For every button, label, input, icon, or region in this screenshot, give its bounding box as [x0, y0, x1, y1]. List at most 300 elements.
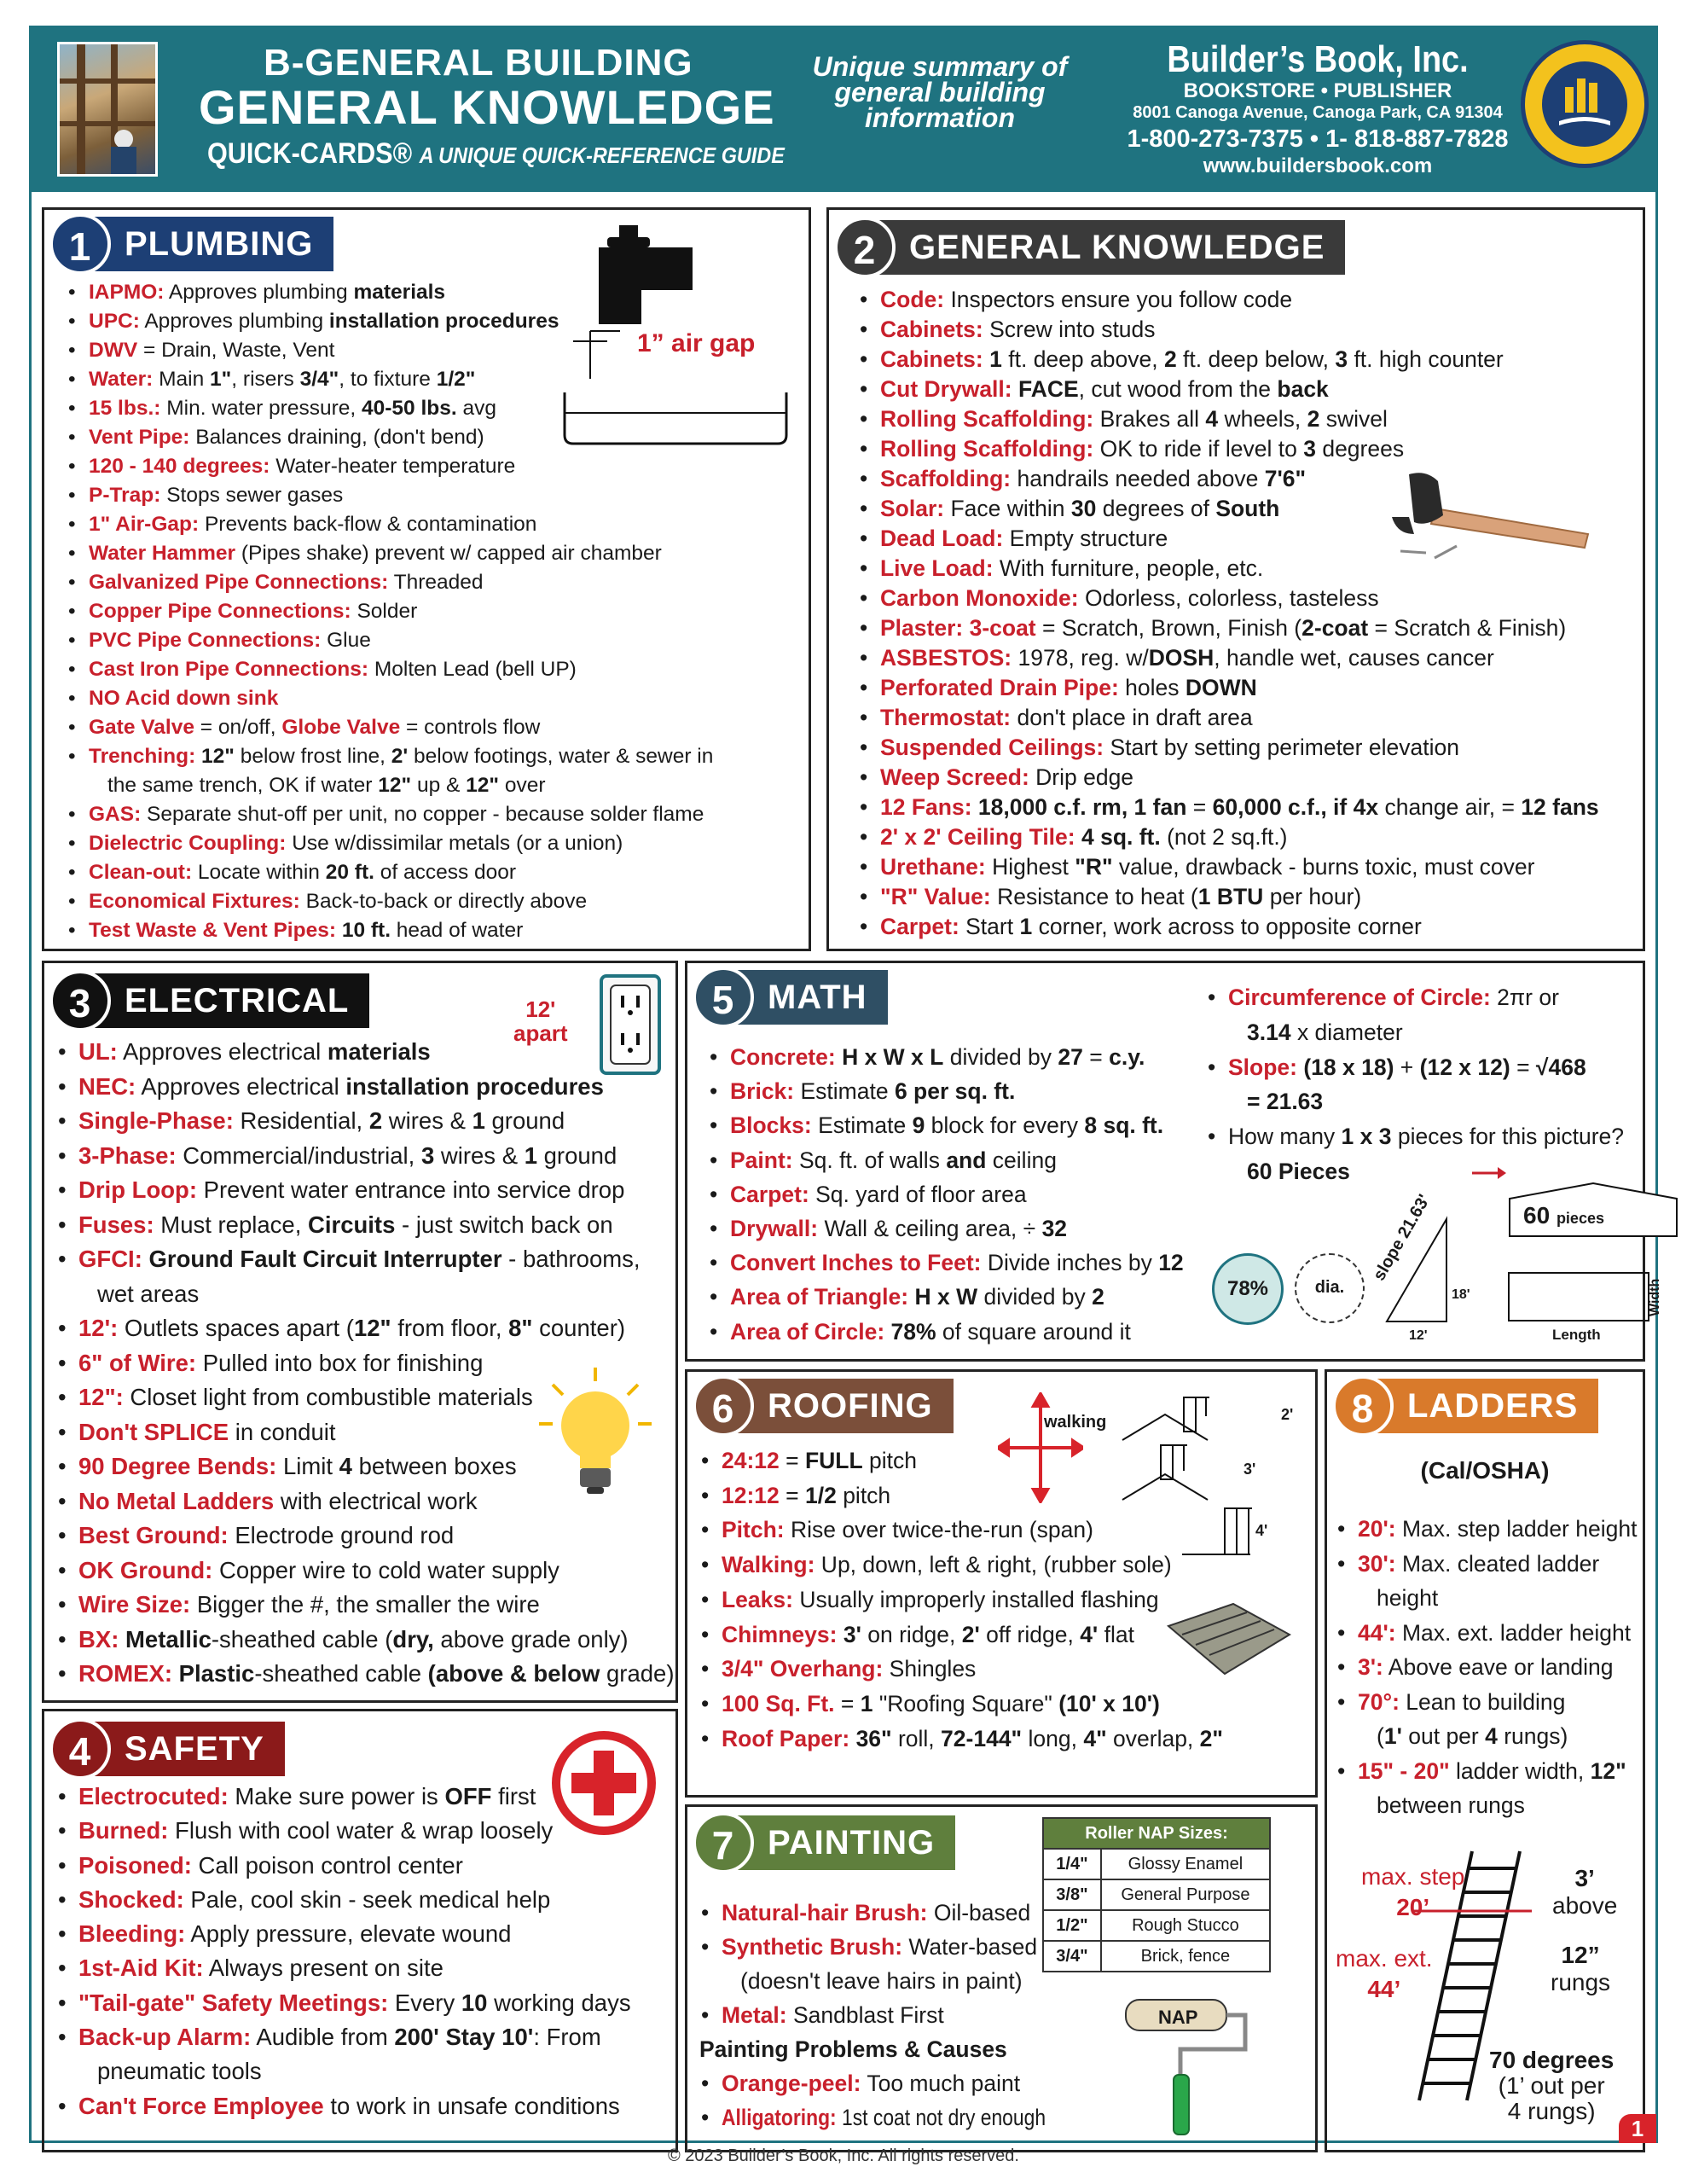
- list-item: [858, 345, 1599, 375]
- pitch-label-2: 2': [1281, 1406, 1294, 1423]
- text-run: GFCI:: [78, 1246, 142, 1272]
- text-run: Clean-out:: [89, 861, 193, 884]
- section-number: 6: [693, 1375, 754, 1437]
- text-run: Locate within: [192, 861, 326, 884]
- text-run: Trenching:: [89, 745, 196, 768]
- text-run: avg: [456, 397, 496, 420]
- text-run: Suspended Ceilings:: [880, 735, 1104, 760]
- text-run: Don't SPLICE: [78, 1418, 229, 1445]
- list-item-text: [78, 1346, 483, 1381]
- list-item: [56, 2089, 631, 2123]
- list-item-text: [722, 1652, 976, 1687]
- list-item: [1336, 1547, 1637, 1582]
- text-run: Solar:: [880, 496, 945, 521]
- text-run: block for every: [925, 1112, 1085, 1139]
- text-run: 18,000 c.f. rm, 1 fan: [977, 794, 1187, 820]
- text-run: long,: [1022, 1725, 1084, 1751]
- text-run: Economical Fixtures:: [89, 890, 300, 913]
- list-item: [56, 1519, 675, 1554]
- text-run: OFF: [444, 1783, 492, 1809]
- text-run: flat: [1098, 1621, 1134, 1647]
- text-run: Fuses:: [78, 1211, 154, 1238]
- section-title: ELECTRICAL: [92, 973, 369, 1028]
- text-run: Commercial/industrial,: [176, 1141, 421, 1169]
- text-run: Start: [959, 914, 1020, 939]
- list-item: [56, 1780, 631, 1814]
- list-item: [56, 1104, 675, 1139]
- list-item-text: [880, 822, 1288, 852]
- publisher-name: Builder’s Book, Inc.: [1167, 38, 1469, 80]
- header-banner: [32, 28, 1655, 192]
- list-item: [56, 1588, 675, 1623]
- nap-roller-label: NAP: [1158, 2007, 1198, 2028]
- text-run: between boxes: [351, 1453, 517, 1479]
- list-item: [699, 2032, 1097, 2066]
- text-run: =: [779, 1448, 805, 1473]
- list-item: [56, 1849, 631, 1883]
- list-item-text: [107, 771, 546, 800]
- list-item: [1206, 1050, 1624, 1085]
- text-run: 2πr or: [1490, 985, 1559, 1010]
- list-item: [858, 763, 1599, 793]
- nap-use: General Purpose: [1101, 1879, 1270, 1910]
- list-item-text: [730, 1315, 1131, 1349]
- list-item: [858, 375, 1599, 404]
- text-run: Can't Force Employee: [78, 2092, 324, 2119]
- list-item-text: [722, 2066, 1020, 2100]
- text-run: -sheathed cable: [254, 1660, 428, 1687]
- list-item-text: [78, 1070, 604, 1105]
- text-run: 1: [472, 1107, 485, 1134]
- text-run: Approves plumbing: [139, 310, 329, 333]
- text-run: Area of Triangle:: [730, 1284, 909, 1310]
- list-item-text: [880, 703, 1253, 733]
- text-run: Closet light from combustible materials: [123, 1384, 533, 1410]
- rungs-value: 12”: [1561, 1942, 1600, 1968]
- text-run: 9: [912, 1112, 925, 1139]
- text-run: Make sure power is: [228, 1783, 445, 1809]
- text-run: ASBESTOS:: [880, 645, 1012, 671]
- list-item-text: [880, 404, 1388, 434]
- text-run: H x W: [914, 1284, 978, 1310]
- text-run: Vent Pipe:: [89, 426, 190, 449]
- text-run: Metal:: [722, 2002, 787, 2028]
- list-item-text: [699, 2032, 1007, 2066]
- text-run: +: [1394, 1054, 1420, 1080]
- text-run: [172, 1660, 179, 1687]
- list-item-text: [78, 1814, 553, 1848]
- text-run: Globe Valve: [281, 716, 401, 739]
- list-item-text: [78, 1449, 517, 1484]
- list-item: [67, 568, 713, 597]
- list-item-text: [1247, 1015, 1403, 1050]
- text-run: Sq. ft. of walls: [792, 1147, 947, 1173]
- list-item-text: [1358, 1616, 1631, 1651]
- list-item-text: [722, 1513, 1093, 1548]
- text-run: 120 - 140 degrees:: [89, 455, 270, 478]
- text-run: 12": [378, 774, 412, 797]
- list-item: [1336, 1512, 1637, 1547]
- text-run: Cast Iron Pipe Connections:: [89, 658, 369, 681]
- list-item-text: [722, 1618, 1134, 1653]
- text-run: OK to ride if level to: [1093, 436, 1304, 462]
- text-run: [836, 1044, 842, 1070]
- text-run: 20':: [1358, 1516, 1396, 1542]
- text-run: degrees: [1315, 436, 1405, 462]
- text-run: Wall & ceiling area, ÷: [818, 1216, 1042, 1242]
- text-run: Drip edge: [1029, 764, 1134, 790]
- text-run: Min. water pressure,: [160, 397, 362, 420]
- list-item-text: [1228, 980, 1559, 1015]
- list-item-text: [1358, 1685, 1565, 1720]
- list-item-text: [1358, 1650, 1614, 1685]
- text-run: installation procedures: [328, 310, 559, 333]
- text-run: ROMEX:: [78, 1660, 172, 1687]
- text-run: Start by setting perimeter elevation: [1104, 735, 1459, 760]
- text-run: Max. step ladder height: [1395, 1516, 1638, 1542]
- text-run: 3-Phase:: [78, 1141, 177, 1169]
- text-run: 36": [855, 1725, 892, 1751]
- section-title: PLUMBING: [92, 217, 333, 271]
- ladders-section: [1325, 1369, 1645, 2152]
- list-item-text: [89, 452, 515, 481]
- text-run: , to fixture: [339, 368, 437, 391]
- text-run: back: [1277, 376, 1329, 402]
- construction-photo: [57, 42, 158, 177]
- nap-use: Rough Stucco: [1101, 1910, 1270, 1941]
- summary-line: general building: [834, 77, 1046, 107]
- text-run: 3/4": [299, 368, 339, 391]
- text-run: Sandblast First: [786, 2002, 944, 2028]
- text-run: 60 Pieces: [1247, 1158, 1350, 1184]
- text-run: Separate shut-off per unit, no copper - because solder flame: [141, 803, 704, 826]
- list-item: [708, 1143, 1184, 1177]
- list-item: [67, 452, 713, 481]
- nap-table-title: Roller NAP Sizes:: [1043, 1818, 1270, 1849]
- list-item: [1206, 1015, 1624, 1050]
- section-title: PAINTING: [735, 1815, 955, 1870]
- text-run: [142, 1246, 149, 1272]
- text-run: Apply pressure, elevate wound: [185, 1920, 512, 1948]
- text-run: = 21.63: [1247, 1089, 1324, 1115]
- list-item-text: [89, 307, 559, 336]
- list-item-text: [1247, 1084, 1323, 1119]
- section-number: 8: [1332, 1375, 1394, 1437]
- text-run: 4: [339, 1453, 352, 1479]
- list-item-text: [880, 733, 1459, 763]
- general-knowledge-section: [826, 207, 1645, 951]
- painting-section: [685, 1804, 1318, 2152]
- list-item-text: [722, 1998, 944, 2032]
- text-run: (Pipes shake) prevent w/ capped air chamber: [235, 542, 662, 565]
- list-item: [858, 643, 1599, 673]
- text-run: 4: [1485, 1723, 1498, 1749]
- list-item: [708, 1108, 1184, 1142]
- text-run: PVC Pipe Connections:: [89, 629, 322, 652]
- text-run: 78%: [890, 1318, 936, 1345]
- text-run: =: [779, 1482, 805, 1508]
- text-run: Every: [388, 1989, 461, 2016]
- roofing-list: [699, 1443, 1223, 1756]
- text-run: [837, 1622, 843, 1647]
- summary-line: information: [865, 102, 1015, 133]
- text-run: 72-144": [941, 1725, 1023, 1751]
- publisher-website[interactable]: www.buildersbook.com: [1203, 154, 1433, 177]
- nap-size: 3/4": [1043, 1941, 1101, 1972]
- list-item: [56, 2054, 631, 2088]
- text-run: roll,: [891, 1725, 942, 1751]
- text-run: Convert Inches to Feet:: [730, 1250, 982, 1276]
- text-run: 3':: [1358, 1654, 1383, 1680]
- list-item-text: [78, 1484, 478, 1519]
- pieces-label: [1523, 1202, 1604, 1229]
- text-run: - bathrooms,: [501, 1246, 641, 1272]
- text-run: Bleeding:: [78, 1920, 186, 1948]
- text-run: from floor,: [391, 1315, 509, 1341]
- text-run: BX:: [78, 1625, 119, 1653]
- text-run: 3/4" Overhang:: [722, 1656, 884, 1682]
- section-number: 2: [834, 217, 896, 278]
- text-run: "Tail-gate" Safety Meetings:: [78, 1989, 389, 2016]
- math-list: [708, 1040, 1184, 1349]
- text-run: = on/off,: [194, 716, 282, 739]
- text-run: 70°:: [1358, 1688, 1400, 1715]
- list-item-text: [880, 464, 1306, 494]
- list-item-text: [1377, 1788, 1525, 1823]
- list-item-text: [89, 539, 662, 568]
- text-run: 8": [508, 1315, 533, 1341]
- text-run: 44':: [1358, 1619, 1396, 1646]
- ladders-subtitle: (Cal/OSHA): [1420, 1457, 1550, 1484]
- text-run: = controls flow: [400, 716, 541, 739]
- text-run: 90 Degree Bends:: [78, 1453, 277, 1479]
- text-run: Perforated Drain Pipe:: [880, 675, 1119, 700]
- list-item-text: [97, 2054, 262, 2088]
- list-item-text: [1247, 1154, 1350, 1189]
- list-item: [56, 1311, 675, 1346]
- text-run: Drywall:: [730, 1216, 819, 1242]
- text-run: 6" of Wire:: [78, 1349, 197, 1376]
- list-item: [1336, 1581, 1637, 1616]
- text-run: ft. deep above,: [1001, 346, 1164, 372]
- list-item: [699, 2066, 1097, 2100]
- text-run: wires &: [434, 1141, 525, 1169]
- list-item-text: [78, 1657, 675, 1692]
- text-run: = Drain, Waste, Vent: [137, 339, 335, 362]
- list-item: [858, 404, 1599, 434]
- text-run: Electrode ground rod: [228, 1522, 455, 1548]
- text-run: [336, 919, 342, 942]
- text-run: Max. cleated ladder: [1395, 1550, 1600, 1577]
- list-item-text: [78, 1139, 617, 1174]
- text-run: 30':: [1358, 1550, 1396, 1577]
- text-run: Estimate: [794, 1078, 895, 1105]
- text-run: Dead Load:: [880, 526, 1004, 551]
- text-run: 1/2: [804, 1482, 837, 1508]
- list-item: [858, 793, 1599, 822]
- text-run: 3': [843, 1621, 861, 1647]
- list-item-text: [730, 1211, 1067, 1246]
- text-run: No Metal Ladders: [78, 1487, 275, 1514]
- text-run: 1": [210, 368, 232, 391]
- text-run: - just switch back on: [395, 1211, 613, 1238]
- list-item-text: [1377, 1581, 1438, 1616]
- ladders-list: [1336, 1512, 1637, 1823]
- text-run: Water-heater temperature: [270, 455, 516, 478]
- list-item-text: [89, 394, 496, 423]
- list-item-text: [89, 510, 536, 539]
- list-item: [708, 1177, 1184, 1211]
- text-run: 4: [1205, 406, 1219, 432]
- list-item: [858, 673, 1599, 703]
- text-run: (18 x 18): [1303, 1054, 1394, 1080]
- list-item: [858, 882, 1599, 912]
- text-run: Above eave or landing: [1383, 1654, 1614, 1680]
- text-run: Water-based: [902, 1934, 1038, 1960]
- text-run: swivel: [1319, 406, 1388, 432]
- plumbing-section: [42, 207, 811, 951]
- text-run: 12":: [78, 1384, 124, 1410]
- text-run: above grade only): [433, 1625, 629, 1653]
- text-run: -sheathed cable (: [211, 1625, 393, 1653]
- list-item: [56, 1986, 631, 2020]
- text-run: value, drawback - burns toxic, must cover: [1112, 854, 1535, 880]
- text-run: Divide inches by: [981, 1250, 1159, 1276]
- text-run: wet areas: [97, 1280, 200, 1307]
- text-run: Use w/dissimilar metals (or a union): [286, 832, 623, 855]
- text-run: Limit: [276, 1453, 339, 1479]
- list-item-text: [880, 852, 1534, 882]
- list-item-text: [89, 626, 371, 655]
- list-item-text: [78, 2020, 601, 2054]
- text-run: Always present on site: [203, 1955, 443, 1982]
- list-item: [56, 1277, 675, 1312]
- list-item-text: [880, 434, 1404, 464]
- summary-text: [799, 51, 1081, 133]
- text-run: Carbon Monoxide:: [880, 585, 1079, 611]
- summary-line: Unique summary of: [812, 51, 1068, 82]
- air-gap-label: 1” air gap: [637, 329, 756, 357]
- list-item-text: [722, 1687, 1160, 1722]
- text-run: , handle wet, causes cancer: [1214, 645, 1494, 671]
- text-run: Oil-based: [927, 1900, 1031, 1926]
- hammer-icon: [1383, 457, 1597, 577]
- list-item: [56, 1242, 675, 1277]
- text-run: and: [946, 1147, 987, 1173]
- list-item: [699, 1964, 1097, 1998]
- publisher-phones[interactable]: 1-800-273-7375 • 1- 818-887-7828: [1127, 125, 1509, 153]
- text-run: Paint:: [730, 1147, 793, 1173]
- list-item-text: [880, 494, 1279, 524]
- list-item: [699, 1722, 1223, 1757]
- list-item: [1336, 1754, 1637, 1789]
- text-run: 12": [1590, 1757, 1626, 1784]
- text-run: working days: [487, 1989, 631, 2016]
- text-run: 1: [524, 1141, 537, 1169]
- text-run: Empty structure: [1003, 526, 1168, 551]
- max-ext-text: max. ext.: [1336, 1945, 1433, 1972]
- text-run: 1: [860, 1690, 873, 1716]
- list-item-text: [89, 597, 417, 626]
- list-item-text: [880, 793, 1599, 822]
- text-run: 2-coat: [1301, 615, 1369, 641]
- list-item: [67, 684, 713, 713]
- list-item-text: [722, 2100, 1046, 2135]
- text-run: 2: [1163, 346, 1177, 372]
- list-item: [67, 771, 713, 800]
- text-run: Slope:: [1228, 1054, 1297, 1080]
- text-run: Painting Problems & Causes: [699, 2036, 1007, 2062]
- text-run: per hour): [1263, 884, 1362, 909]
- text-run: Shingles: [883, 1656, 977, 1682]
- text-run: "Roofing Square": [872, 1690, 1059, 1716]
- list-item-text: [880, 345, 1504, 375]
- title-line-1: B-GENERAL BUILDING: [264, 42, 693, 84]
- text-run: height: [1377, 1585, 1439, 1611]
- nap-size: 1/4": [1043, 1849, 1101, 1879]
- text-run: Highest: [985, 854, 1075, 880]
- text-run: Stops sewer gases: [160, 484, 344, 507]
- above-label: [1552, 1865, 1617, 1920]
- section-title: ROOFING: [735, 1379, 954, 1433]
- list-item: [67, 597, 713, 626]
- text-run: (above & below: [427, 1660, 600, 1687]
- text-run: =: [1082, 1044, 1110, 1070]
- list-item-text: [722, 1478, 890, 1513]
- section-title: LADDERS: [1375, 1379, 1598, 1433]
- list-item: [699, 1548, 1223, 1583]
- text-run: 3.14: [1247, 1019, 1291, 1045]
- text-run: Solder: [351, 600, 418, 623]
- math-right-list: [1206, 980, 1624, 1189]
- list-item: [67, 655, 713, 684]
- list-item-text: [1228, 1050, 1586, 1085]
- text-run: [849, 1726, 855, 1751]
- text-run: 1: [989, 346, 1002, 372]
- text-run: Main: [153, 368, 211, 391]
- list-item: [858, 822, 1599, 852]
- text-run: Synthetic Brush:: [722, 1934, 903, 1960]
- text-run: UPC:: [89, 310, 140, 333]
- text-run: = Scratch, Brown, Finish (: [1035, 615, 1302, 641]
- list-item-text: [89, 800, 704, 829]
- text-run: Audible from: [251, 2024, 395, 2051]
- text-run: Must replace,: [154, 1211, 308, 1238]
- text-run: 12": [466, 774, 500, 797]
- sink-rim-icon: [561, 389, 791, 449]
- text-run: Bigger the #, the smaller the wire: [190, 1591, 540, 1618]
- list-item-text: [880, 554, 1263, 584]
- copyright: © 2023 Builder’s Book, Inc. All rights reserved.: [668, 2146, 1019, 2165]
- text-run: [119, 1626, 125, 1653]
- math-section: [685, 961, 1662, 1362]
- list-item: [56, 1814, 631, 1848]
- list-item: [699, 1930, 1097, 1964]
- text-run: Dielectric Coupling:: [89, 832, 287, 855]
- section-number: 4: [49, 1718, 111, 1780]
- text-run: Max. ext. ladder height: [1395, 1619, 1632, 1646]
- circle-pct-badge: 78%: [1212, 1253, 1284, 1325]
- width-label: Width: [1648, 1278, 1662, 1316]
- list-item: [699, 1652, 1223, 1687]
- text-run: Inspectors ensure you follow code: [944, 287, 1293, 312]
- text-run: dry,: [392, 1625, 434, 1653]
- list-item-text: [880, 763, 1133, 793]
- list-item: [708, 1211, 1184, 1246]
- list-item-text: [78, 1780, 536, 1814]
- text-run: FULL: [804, 1448, 863, 1473]
- text-run: 10: [461, 1989, 488, 2016]
